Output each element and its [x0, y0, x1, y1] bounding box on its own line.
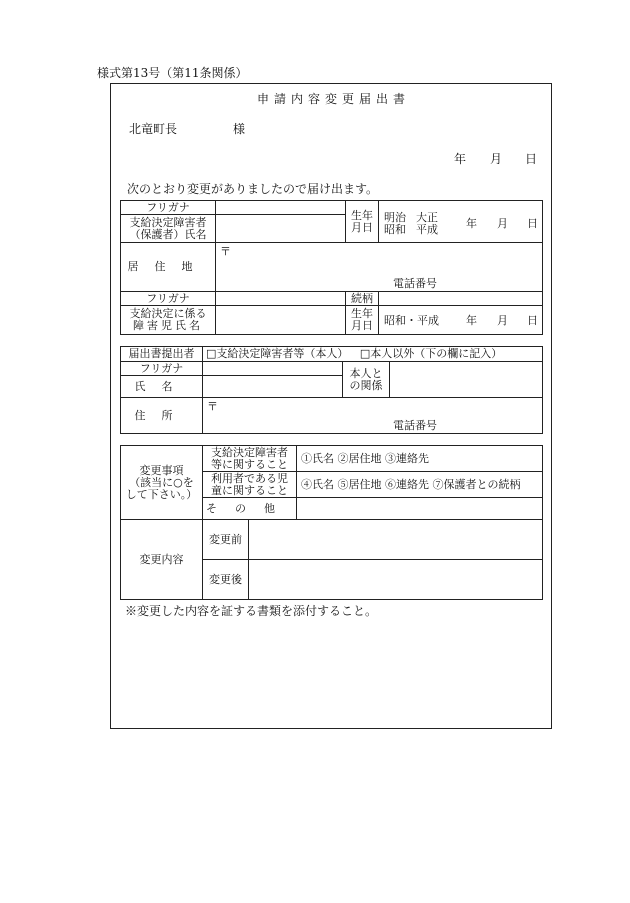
- option-self[interactable]: □支給決定障害者等（本人）: [206, 347, 349, 360]
- after-label: 変更後: [203, 560, 249, 600]
- submitter-name-label: 氏名: [121, 376, 203, 398]
- before-input[interactable]: [249, 520, 543, 560]
- after-input[interactable]: [249, 560, 543, 600]
- date-day: 日: [525, 152, 538, 166]
- intro-text: 次のとおり変更がありましたので届け出ます。: [127, 182, 379, 196]
- era-meiji: 明治: [384, 210, 406, 224]
- submitter-table: [120, 346, 543, 434]
- child-name-input[interactable]: [216, 306, 346, 335]
- date-month: 月: [490, 152, 503, 166]
- other-label: その他: [203, 498, 297, 520]
- submitter-address-cell[interactable]: [203, 398, 543, 434]
- submitter-name-input[interactable]: [203, 376, 343, 398]
- child-name-label: 支給決定に係る 障害児氏名: [121, 306, 216, 335]
- submitter-furigana-label: フリガナ: [121, 362, 203, 376]
- address-label: 居住地: [121, 243, 216, 292]
- row2-options[interactable]: ④氏名 ⑤居住地 ⑥連絡先 ⑦保護者との続柄: [297, 472, 543, 498]
- change-items-label: 変更事項 （該当に○を して下さい。）: [121, 446, 203, 520]
- child-birth-month: 月: [497, 314, 508, 327]
- birth-year: 年: [466, 216, 477, 230]
- birth-label: 生年 月日: [346, 201, 379, 243]
- form-title: 申請内容変更届出書: [257, 92, 411, 106]
- row1-label: 支給決定障害者 等に関すること: [203, 446, 297, 472]
- submitter-options: [203, 347, 543, 362]
- change-content-label: 変更内容: [121, 520, 203, 600]
- relation-label: 本人と の関係: [343, 362, 390, 398]
- relationship-label: 続柄: [346, 292, 379, 306]
- birth-month: 月: [497, 216, 508, 230]
- addressee: 北竜町長: [129, 122, 178, 136]
- era-showa-heisei: 昭和・平成: [384, 314, 439, 327]
- era-heisei: 平成: [416, 222, 438, 236]
- submitter-phone-label: 電話番号: [393, 419, 437, 432]
- form-number: 様式第13号（第11条関係）: [97, 66, 248, 80]
- relation-input[interactable]: [390, 362, 543, 398]
- submitter-postal-mark: 〒: [207, 400, 218, 413]
- birth-date-cell[interactable]: [379, 201, 543, 243]
- child-birth-date-cell[interactable]: [379, 306, 543, 335]
- row1-options[interactable]: ①氏名 ②居住地 ③連絡先: [297, 446, 543, 472]
- date-year: 年: [454, 152, 467, 166]
- change-table: [120, 445, 543, 600]
- furigana-input[interactable]: [216, 201, 346, 215]
- other-input[interactable]: [297, 498, 543, 520]
- relationship-input[interactable]: [379, 292, 543, 306]
- row2-label: 利用者である児 童に関すること: [203, 472, 297, 498]
- furigana-label: フリガナ: [121, 201, 216, 215]
- phone-label: 電話番号: [393, 277, 437, 290]
- child-birth-year: 年: [466, 314, 477, 327]
- footnote: ※変更した内容を証する書類を添付すること。: [125, 604, 378, 618]
- postal-mark: 〒: [220, 245, 231, 258]
- recipient-name-input[interactable]: [216, 215, 346, 243]
- applicant-table: [120, 200, 543, 335]
- birth-label-2: 生年 月日: [346, 306, 379, 335]
- option-other[interactable]: □本人以外（下の欄に記入）: [359, 347, 503, 360]
- recipient-name-label: 支給決定障害者 （保護者）氏名: [121, 215, 216, 243]
- submitter-furigana-input[interactable]: [203, 362, 343, 376]
- birth-day: 日: [527, 216, 538, 230]
- era-showa: 昭和: [384, 222, 406, 236]
- era-taisho: 大正: [416, 210, 438, 224]
- before-label: 変更前: [203, 520, 249, 560]
- honorific: 様: [233, 122, 246, 136]
- child-birth-day: 日: [527, 314, 538, 327]
- furigana-input-2[interactable]: [216, 292, 346, 306]
- submitter-label: 届出書提出者: [121, 347, 203, 362]
- furigana-label-2: フリガナ: [121, 292, 216, 306]
- address-cell[interactable]: [216, 243, 543, 292]
- submitter-address-label: 住所: [121, 398, 203, 434]
